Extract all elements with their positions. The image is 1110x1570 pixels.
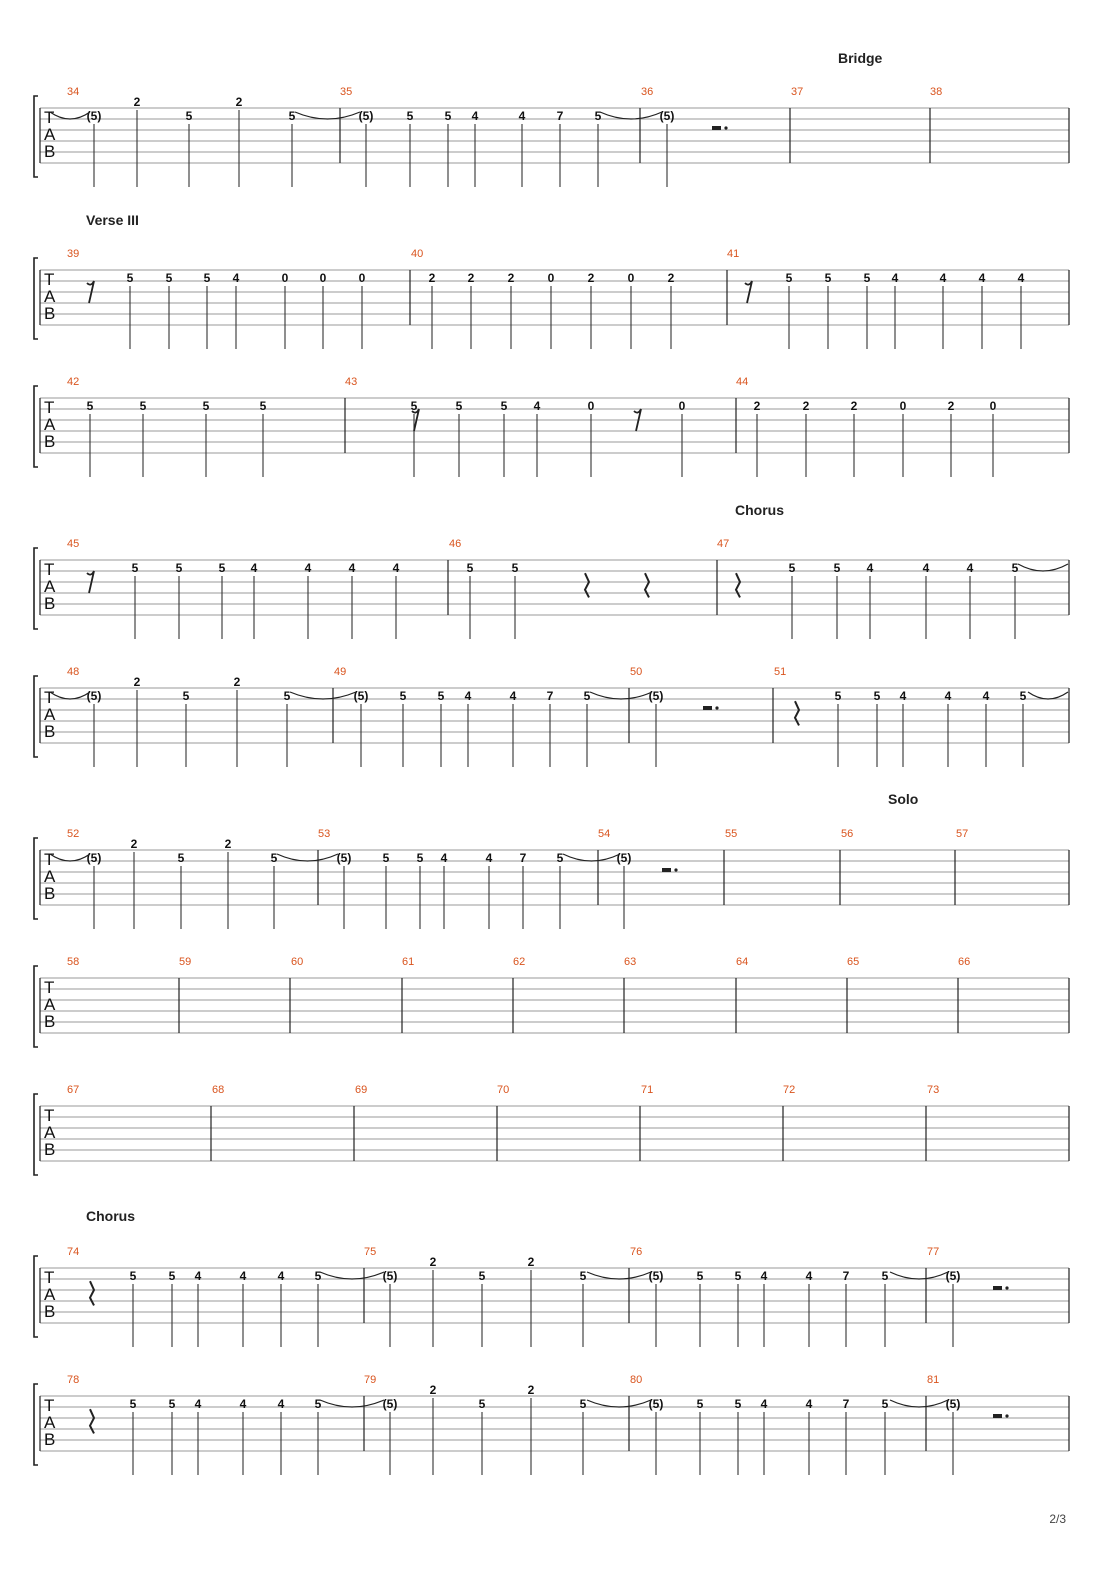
fret-number: 5 [1011,561,1019,575]
measure-number: 37 [791,86,804,98]
measure-number: 79 [364,1374,377,1386]
fret-number: 5 [696,1397,704,1411]
fret-number: (5) [353,689,369,703]
fret-number: 5 [824,271,832,285]
fret-number: 5 [834,689,842,703]
quarter-rest [90,1281,94,1305]
fret-number: 5 [1019,689,1027,703]
fret-number: (5) [945,1269,961,1283]
tie-arc [563,854,620,861]
tie-arc [600,112,662,119]
fret-number: 2 [428,271,436,285]
tie-arc [50,112,90,119]
fret-number: 0 [627,271,635,285]
fret-number: 5 [203,271,211,285]
measure-number: 40 [411,248,424,260]
tab-clef-letter: T [44,108,55,127]
quarter-rest [645,573,649,597]
fret-number: 2 [130,837,138,851]
tie-arc [50,692,90,699]
measure-number: 58 [67,956,80,968]
fret-number: 4 [277,1397,285,1411]
tab-system-8 [34,1084,1069,1175]
fret-number: 5 [86,399,94,413]
fret-number: 4 [899,689,907,703]
measure-number: 41 [727,248,740,260]
fret-number: 5 [185,109,193,123]
quarter-rest [795,701,799,725]
fret-number: 5 [382,851,390,865]
fret-number: 5 [466,561,474,575]
tab-clef-letter: B [44,1430,56,1449]
fret-number: (5) [659,109,675,123]
fret-number: 5 [785,271,793,285]
fret-number: 5 [500,399,508,413]
tab-clef-letter: T [44,1396,55,1415]
measure-number: 67 [67,1084,80,1096]
fret-number: 5 [129,1397,137,1411]
tab-clef-letter: B [44,1140,56,1159]
tab-clef-letter: A [44,1123,56,1142]
fret-number: 0 [547,271,555,285]
fret-number: 2 [133,675,141,689]
fret-number: 0 [358,271,366,285]
fret-number: 0 [899,399,907,413]
fret-number: 4 [922,561,930,575]
fret-number: 2 [235,95,243,109]
tab-clef-letter: A [44,577,56,596]
fret-number: (5) [358,109,374,123]
quarter-rest [736,573,740,597]
measure-number: 78 [67,1374,80,1386]
tie-arc [277,854,338,861]
fret-number: 5 [478,1269,486,1283]
fret-number: 0 [319,271,327,285]
measure-number: 57 [956,828,969,840]
tie-arc [1018,564,1068,571]
tab-clef-letter: T [44,398,55,417]
fret-number: 4 [464,689,472,703]
fret-number: (5) [648,689,664,703]
section-label: Verse III [86,212,139,228]
section-label: Chorus [86,1208,135,1224]
fret-number: 4 [966,561,974,575]
fret-number: 7 [842,1397,850,1411]
fret-number: 2 [429,1383,437,1397]
half-rest [712,126,721,130]
measure-number: 63 [624,956,637,968]
fret-number: 5 [579,1269,587,1283]
fret-number: 2 [753,399,761,413]
fret-number: (5) [945,1397,961,1411]
measure-number: 65 [847,956,860,968]
fret-number: 4 [760,1397,768,1411]
measure-number: 49 [334,666,347,678]
fret-number: 4 [805,1397,813,1411]
measure-number: 68 [212,1084,225,1096]
fret-number: 5 [444,109,452,123]
measure-number: 66 [958,956,971,968]
tab-clef-letter: T [44,560,55,579]
tab-clef-letter: A [44,415,56,434]
tab-system-1 [34,50,1069,187]
system-bracket [34,838,38,919]
tab-clef-letter: A [44,867,56,886]
measure-number: 71 [641,1084,654,1096]
fret-number: 2 [527,1383,535,1397]
tie-arc [320,1272,384,1279]
measure-number: 38 [930,86,943,98]
half-rest [993,1414,1002,1418]
measure-number: 72 [783,1084,796,1096]
tab-clef-letter: B [44,722,56,741]
rest-dot [724,126,727,129]
fret-number: 5 [416,851,424,865]
fret-number: 5 [129,1269,137,1283]
fret-number: 5 [881,1397,889,1411]
fret-number: 5 [399,689,407,703]
tab-system-6 [34,791,1069,929]
measure-number: 48 [67,666,80,678]
tie-arc [295,112,360,119]
fret-number: 5 [788,561,796,575]
tie-arc [590,692,652,699]
measure-number: 39 [67,248,80,260]
fret-number: 5 [583,689,591,703]
fret-number: (5) [336,851,352,865]
section-label: Chorus [735,502,784,518]
system-bracket [34,1256,38,1337]
rest-dot [1005,1414,1008,1417]
fret-number: 5 [734,1269,742,1283]
fret-number: 4 [392,561,400,575]
tie-arc [890,1272,948,1279]
system-bracket [34,386,38,467]
measure-number: 50 [630,666,643,678]
half-rest [703,706,712,710]
fret-number: 4 [194,1397,202,1411]
fret-number: 4 [194,1269,202,1283]
fret-number: 4 [760,1269,768,1283]
tab-clef-letter: B [44,432,56,451]
measure-number: 51 [774,666,787,678]
fret-number: 5 [833,561,841,575]
tie-arc [290,692,356,699]
measure-number: 46 [449,538,462,550]
measure-number: 34 [67,86,80,98]
measure-number: 62 [513,956,526,968]
fret-number: 2 [802,399,810,413]
rest-dot [1005,1286,1008,1289]
fret-number: 5 [259,399,267,413]
fret-number: 5 [314,1397,322,1411]
fret-number: 2 [507,271,515,285]
fret-number: 5 [218,561,226,575]
measure-number: 42 [67,376,80,388]
measure-number: 35 [340,86,353,98]
measure-number: 61 [402,956,415,968]
measure-number: 76 [630,1246,643,1258]
fret-number: 4 [518,109,526,123]
measure-number: 56 [841,828,854,840]
tie-arc [587,1400,651,1407]
fret-number: 7 [556,109,564,123]
measure-number: 55 [725,828,738,840]
fret-number: (5) [86,689,102,703]
tab-system-2 [34,212,1069,349]
tab-system-7 [34,956,1069,1047]
fret-number: 5 [168,1397,176,1411]
page-number: 2/3 [1049,1512,1066,1526]
tab-clef-letter: A [44,995,56,1014]
measure-number: 36 [641,86,654,98]
tab-system-3 [34,376,1069,477]
fret-number: 0 [989,399,997,413]
measure-number: 59 [179,956,192,968]
quarter-rest [90,1409,94,1433]
tab-clef-letter: B [44,1302,56,1321]
fret-number: 0 [281,271,289,285]
tie-arc [320,1400,384,1407]
tab-system-4 [34,502,1069,639]
tab-clef-letter: T [44,270,55,289]
fret-number: 5 [881,1269,889,1283]
fret-number: 5 [873,689,881,703]
tab-clef-letter: A [44,125,56,144]
measure-number: 77 [927,1246,940,1258]
tie-arc [50,854,90,861]
fret-number: 5 [511,561,519,575]
system-bracket [34,548,38,629]
fret-number: 5 [863,271,871,285]
fret-number: 4 [239,1269,247,1283]
measure-number: 54 [598,828,611,840]
measure-number: 53 [318,828,331,840]
system-bracket [34,1384,38,1465]
fret-number: 0 [587,399,595,413]
fret-number: 5 [283,689,291,703]
fret-number: 2 [467,271,475,285]
system-bracket [34,676,38,757]
measure-number: 74 [67,1246,80,1258]
fret-number: (5) [86,109,102,123]
fret-number: 5 [437,689,445,703]
fret-number: 4 [250,561,258,575]
tab-clef-letter: A [44,1413,56,1432]
fret-number: (5) [382,1397,398,1411]
measure-number: 60 [291,956,304,968]
measure-number: 80 [630,1374,643,1386]
tab-clef-letter: T [44,1106,55,1125]
measure-number: 43 [345,376,358,388]
system-bracket [34,966,38,1047]
quarter-rest [585,573,589,597]
measure-number: 73 [927,1084,940,1096]
fret-number: (5) [382,1269,398,1283]
fret-number: 4 [944,689,952,703]
tie-arc [587,1272,651,1279]
measure-number: 64 [736,956,749,968]
fret-number: 0 [678,399,686,413]
measure-number: 47 [717,538,730,550]
fret-number: 2 [850,399,858,413]
measure-number: 44 [736,376,749,388]
fret-number: (5) [648,1269,664,1283]
fret-number: 5 [579,1397,587,1411]
fret-number: 2 [587,271,595,285]
fret-number: 4 [1017,271,1025,285]
measure-number: 69 [355,1084,368,1096]
fret-number: 4 [978,271,986,285]
measure-number: 70 [497,1084,510,1096]
fret-number: 5 [406,109,414,123]
tab-clef-letter: B [44,1012,56,1031]
fret-number: 5 [202,399,210,413]
fret-number: 5 [314,1269,322,1283]
tab-system-5 [34,666,1069,767]
measure-number: 45 [67,538,80,550]
fret-number: 7 [842,1269,850,1283]
measure-number: 52 [67,828,80,840]
fret-number: 5 [177,851,185,865]
fret-number: 4 [348,561,356,575]
fret-number: 5 [126,271,134,285]
tab-clef-letter: A [44,287,56,306]
fret-number: 5 [478,1397,486,1411]
fret-number: (5) [86,851,102,865]
fret-number: 2 [233,675,241,689]
half-rest [993,1286,1002,1290]
fret-number: 4 [509,689,517,703]
system-bracket [34,258,38,339]
system-bracket [34,1094,38,1175]
fret-number: 5 [168,1269,176,1283]
fret-number: 5 [556,851,564,865]
fret-number: 5 [182,689,190,703]
section-label: Bridge [838,50,883,66]
tab-clef-letter: T [44,688,55,707]
fret-number: 4 [304,561,312,575]
tab-clef-letter: B [44,594,56,613]
fret-number: 5 [696,1269,704,1283]
half-rest [662,868,671,872]
fret-number: 2 [224,837,232,851]
fret-number: 4 [485,851,493,865]
fret-number: 5 [175,561,183,575]
tab-clef-letter: B [44,142,56,161]
fret-number: 5 [410,399,418,413]
tab-clef-letter: T [44,850,55,869]
system-bracket [34,96,38,177]
fret-number: 5 [594,109,602,123]
tab-clef-letter: T [44,1268,55,1287]
fret-number: 4 [533,399,541,413]
fret-number: 2 [527,1255,535,1269]
fret-number: 4 [891,271,899,285]
fret-number: 2 [947,399,955,413]
fret-number: 5 [131,561,139,575]
fret-number: 2 [133,95,141,109]
tab-clef-letter: B [44,884,56,903]
measure-number: 81 [927,1374,940,1386]
section-label: Solo [888,791,919,807]
fret-number: 4 [277,1269,285,1283]
tie-arc [890,1400,948,1407]
fret-number: 4 [939,271,947,285]
tab-clef-letter: B [44,304,56,323]
fret-number: 7 [546,689,554,703]
fret-number: 5 [165,271,173,285]
fret-number: 4 [982,689,990,703]
fret-number: 5 [270,851,278,865]
fret-number: 5 [734,1397,742,1411]
rest-dot [715,706,718,709]
tab-clef-letter: A [44,705,56,724]
tie-arc [1028,692,1068,699]
fret-number: 2 [429,1255,437,1269]
fret-number: 4 [440,851,448,865]
fret-number: 5 [455,399,463,413]
tab-system-9 [34,1208,1069,1347]
measure-number: 75 [364,1246,377,1258]
fret-number: 7 [519,851,527,865]
fret-number: 4 [471,109,479,123]
fret-number: 4 [239,1397,247,1411]
rest-dot [674,868,677,871]
tab-clef-letter: T [44,978,55,997]
tab-system-10 [34,1374,1069,1475]
fret-number: (5) [616,851,632,865]
fret-number: 2 [667,271,675,285]
fret-number: 4 [232,271,240,285]
fret-number: 5 [139,399,147,413]
fret-number: 4 [805,1269,813,1283]
fret-number: (5) [648,1397,664,1411]
fret-number: 4 [866,561,874,575]
tab-clef-letter: A [44,1285,56,1304]
fret-number: 5 [288,109,296,123]
